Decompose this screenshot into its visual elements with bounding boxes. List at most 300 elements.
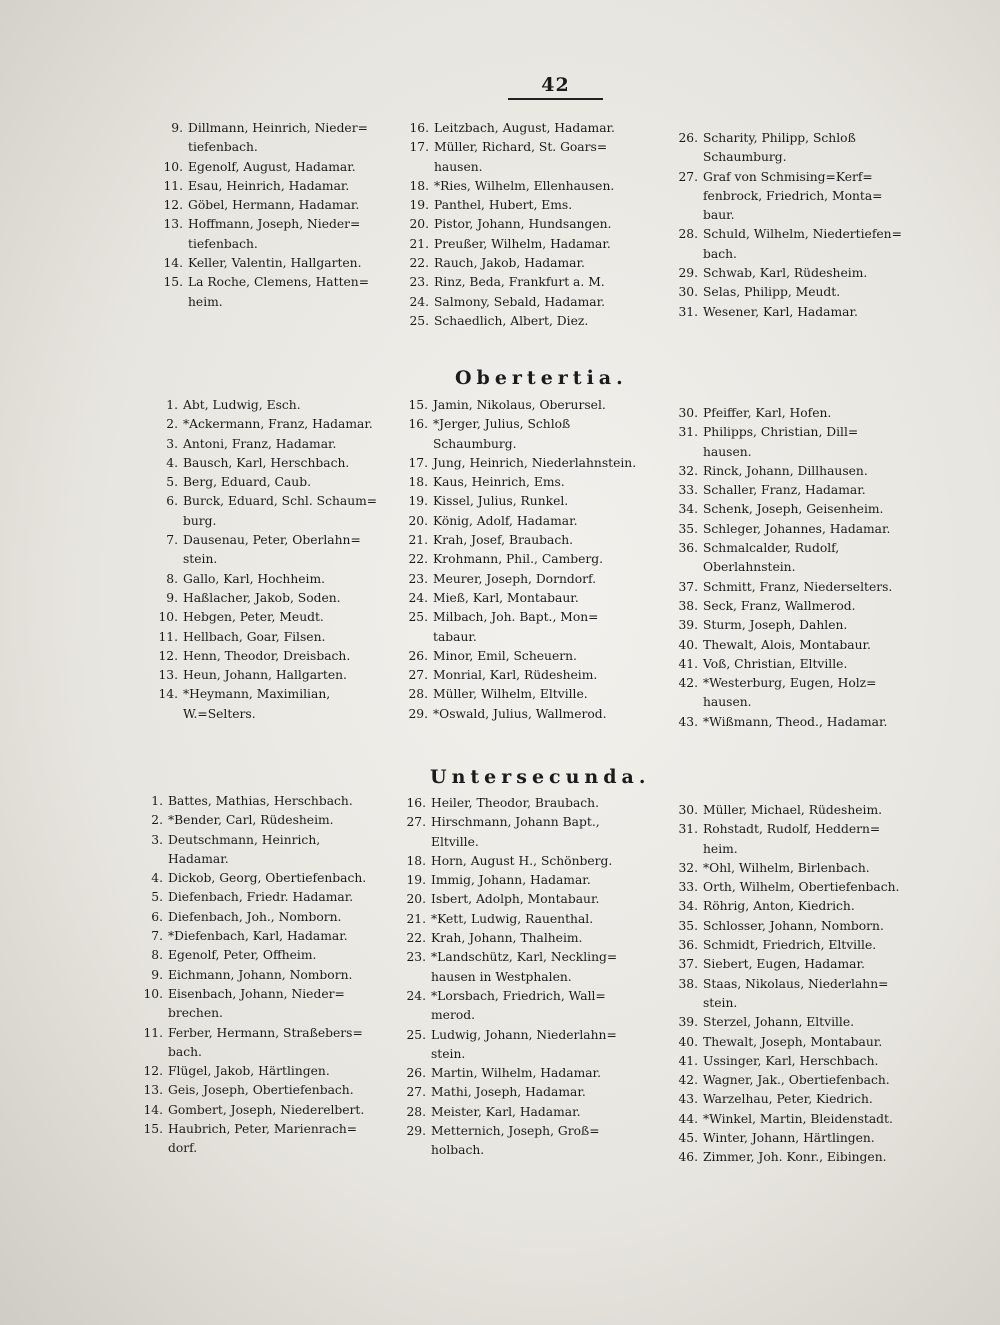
entry-line: Schlosser, Johann, Nomborn. <box>703 918 884 933</box>
entry-number: 36. <box>678 938 698 953</box>
untersecunda-column-2 <box>403 794 653 1161</box>
entry-number: 4. <box>151 871 163 886</box>
entry-number: 28. <box>406 1104 426 1119</box>
entry-number: 35. <box>678 521 698 536</box>
entry-number: 20. <box>409 217 429 232</box>
entry-line: Kaus, Heinrich, Ems. <box>433 475 565 490</box>
entry-line: Rinz, Beda, Frankfurt a. M. <box>434 275 605 290</box>
entry-line: Dausenau, Peter, Oberlahn= <box>183 533 361 548</box>
list-entry <box>675 1033 905 1052</box>
entry-line: Schuld, Wilhelm, Niedertiefen= <box>703 227 902 242</box>
entry-number: 1. <box>151 794 163 808</box>
entry-line: Dickob, Georg, Obertiefenbach. <box>168 871 367 886</box>
entry-line: Zimmer, Joh. Konr., Eibingen. <box>703 1150 887 1165</box>
entry-number: 18. <box>408 475 428 490</box>
entry-number: 11. <box>143 1025 163 1040</box>
list-entry <box>405 492 655 511</box>
list-entry <box>140 1062 380 1081</box>
list-entry <box>675 655 905 674</box>
entry-number: 39. <box>678 1015 698 1030</box>
list-entry <box>406 138 656 177</box>
entry-line: Jamin, Nikolaus, Oberursel. <box>433 398 606 412</box>
entry-number: 39. <box>678 618 698 633</box>
entry-line: Diefenbach, Friedr. Hadamar. <box>168 890 354 905</box>
list-entry <box>403 871 653 890</box>
list-entry <box>160 177 400 196</box>
list-entry <box>675 500 905 519</box>
entry-number: 12. <box>143 1064 163 1079</box>
entry-number: 18. <box>406 853 426 868</box>
list-entry <box>405 685 655 704</box>
entry-number: 33. <box>678 880 698 895</box>
entry-line: *Oswald, Julius, Wallmerod. <box>433 706 607 721</box>
list-entry <box>675 1071 905 1090</box>
entry-line: Müller, Wilhelm, Eltville. <box>433 687 588 702</box>
entry-number: 22. <box>406 931 426 946</box>
entry-line: Mathi, Joseph, Hadamar. <box>431 1085 586 1100</box>
list-entry <box>155 628 395 647</box>
entry-line: heim. <box>188 294 223 309</box>
list-entry <box>675 1148 905 1167</box>
entry-number: 2. <box>151 813 163 828</box>
entry-line: Battes, Mathias, Herschbach. <box>168 794 353 808</box>
entry-number: 8. <box>166 571 178 586</box>
entry-line: Horn, August H., Schönberg. <box>431 853 613 868</box>
list-entry <box>675 636 905 655</box>
list-entry <box>405 396 655 415</box>
entry-number: 14. <box>143 1102 163 1117</box>
list-entry <box>160 119 400 158</box>
section-heading-obertertia: Obertertia. <box>455 367 628 389</box>
entry-line: Berg, Eduard, Caub. <box>183 475 311 490</box>
entry-line: Wagner, Jak., Obertiefenbach. <box>703 1073 890 1088</box>
entry-line: tiefenbach. <box>188 236 258 251</box>
entry-number: 42. <box>678 676 698 691</box>
obertertia-column-1 <box>155 396 395 724</box>
list-entry <box>155 647 395 666</box>
entry-number: 19. <box>408 494 428 509</box>
list-entry <box>405 666 655 685</box>
obertertia-column-3 <box>675 404 905 732</box>
list-entry <box>675 878 905 897</box>
entry-number: 9. <box>166 590 178 605</box>
list-entry <box>160 254 400 273</box>
list-entry <box>675 917 905 936</box>
entry-line: *Jerger, Julius, Schloß <box>433 417 571 432</box>
entry-line: Pfeiffer, Karl, Hofen. <box>703 406 832 420</box>
entry-number: 23. <box>408 571 428 586</box>
entry-line: Meister, Karl, Hadamar. <box>431 1104 581 1119</box>
entry-number: 16. <box>409 121 429 135</box>
entry-line: holbach. <box>431 1143 485 1158</box>
entry-number: 12. <box>158 648 178 663</box>
list-entry <box>140 792 380 811</box>
page-number: 42 <box>541 74 570 96</box>
list-entry <box>675 897 905 916</box>
list-entry <box>675 283 905 302</box>
entry-number: 12. <box>163 198 183 213</box>
entry-line: Geis, Joseph, Obertiefenbach. <box>168 1083 354 1098</box>
entry-number: 18. <box>409 178 429 193</box>
entry-number: 36. <box>678 541 698 556</box>
entry-line: Schwab, Karl, Rüdesheim. <box>703 266 868 281</box>
entry-number: 41. <box>678 1053 698 1068</box>
list-entry <box>675 481 905 500</box>
entry-number: 29. <box>406 1124 426 1139</box>
entry-line: Haubrich, Peter, Marienrach= <box>168 1122 358 1137</box>
list-entry <box>675 936 905 955</box>
entry-line: *Diefenbach, Karl, Hadamar. <box>168 929 348 944</box>
entry-number: 20. <box>408 513 428 528</box>
entry-number: 37. <box>678 957 698 972</box>
entry-line: Voß, Christian, Eltville. <box>703 656 848 671</box>
entry-number: 42. <box>678 1073 698 1088</box>
entry-number: 21. <box>408 533 428 548</box>
entry-number: 13. <box>163 217 183 232</box>
entry-line: *Ackermann, Franz, Hadamar. <box>183 417 373 432</box>
list-entry <box>155 396 395 415</box>
entry-number: 30. <box>678 285 698 300</box>
list-entry <box>675 616 905 635</box>
entry-line: Immig, Johann, Hadamar. <box>431 873 591 888</box>
list-entry <box>140 831 380 870</box>
entry-line: Panthel, Hubert, Ems. <box>434 198 573 213</box>
entry-line: Thewalt, Joseph, Montabaur. <box>703 1034 883 1049</box>
entry-line: Schmidt, Friedrich, Eltville. <box>703 938 877 953</box>
entry-line: Haßlacher, Jakob, Soden. <box>183 590 341 605</box>
entry-line: Hadamar. <box>168 851 229 866</box>
entry-number: 35. <box>678 918 698 933</box>
section-heading-untersecunda: Untersecunda. <box>430 766 651 788</box>
entry-line: Ferber, Hermann, Straßebers= <box>168 1025 363 1040</box>
entry-number: 10. <box>143 986 163 1001</box>
entry-line: Isbert, Adolph, Montabaur. <box>431 892 600 907</box>
list-entry <box>140 985 380 1024</box>
list-entry <box>675 975 905 1014</box>
entry-line: Gallo, Karl, Hochheim. <box>183 571 326 586</box>
entry-number: 31. <box>678 425 698 440</box>
list-entry <box>140 869 380 888</box>
entry-number: 22. <box>408 552 428 567</box>
entry-number: 33. <box>678 483 698 498</box>
entry-line: *Bender, Carl, Rüdesheim. <box>168 813 334 828</box>
entry-number: 27. <box>678 169 698 184</box>
entry-line: *Landschütz, Karl, Neckling= <box>431 950 618 965</box>
top-column-1 <box>160 119 400 312</box>
entry-line: dorf. <box>168 1141 198 1156</box>
entry-line: *Westerburg, Eugen, Holz= <box>703 676 877 691</box>
list-entry <box>140 888 380 907</box>
entry-line: Krohmann, Phil., Camberg. <box>433 552 604 567</box>
list-entry <box>675 1110 905 1129</box>
entry-number: 24. <box>409 294 429 309</box>
entry-line: Burck, Eduard, Schl. Schaum= <box>183 494 378 509</box>
list-entry <box>406 293 656 312</box>
list-entry <box>155 589 395 608</box>
list-entry <box>403 910 653 929</box>
entry-line: Martin, Wilhelm, Hadamar. <box>431 1066 601 1081</box>
entry-line: W.=Selters. <box>183 706 256 721</box>
list-entry <box>675 423 905 462</box>
entry-line: bach. <box>703 246 737 261</box>
entry-line: tabaur. <box>433 629 477 644</box>
entry-number: 26. <box>406 1066 426 1081</box>
entry-number: 32. <box>678 463 698 478</box>
entry-number: 5. <box>151 890 163 905</box>
list-entry <box>675 225 905 264</box>
list-entry <box>675 674 905 713</box>
entry-number: 4. <box>166 455 178 470</box>
entry-line: La Roche, Clemens, Hatten= <box>188 275 370 290</box>
entry-line: Flügel, Jakob, Härtlingen. <box>168 1064 330 1079</box>
list-entry <box>155 570 395 589</box>
entry-line: *Ohl, Wilhelm, Birlenbach. <box>703 860 870 875</box>
entry-number: 32. <box>678 860 698 875</box>
list-entry <box>406 119 656 138</box>
list-entry <box>675 520 905 539</box>
entry-line: Eltville. <box>431 834 479 849</box>
entry-line: bach. <box>168 1044 202 1059</box>
entry-line: Krah, Johann, Thalheim. <box>431 931 583 946</box>
list-entry <box>675 801 905 820</box>
list-entry <box>405 589 655 608</box>
list-entry <box>405 473 655 492</box>
entry-number: 25. <box>406 1027 426 1042</box>
list-entry <box>675 129 905 168</box>
list-entry <box>675 859 905 878</box>
list-entry <box>140 927 380 946</box>
entry-number: 19. <box>409 198 429 213</box>
entry-number: 37. <box>678 579 698 594</box>
entry-line: Esau, Heinrich, Hadamar. <box>188 178 350 193</box>
entry-number: 43. <box>678 1092 698 1107</box>
entry-number: 8. <box>151 948 163 963</box>
entry-number: 24. <box>406 988 426 1003</box>
entry-number: 38. <box>678 976 698 991</box>
entry-number: 29. <box>678 266 698 281</box>
list-entry <box>675 1013 905 1032</box>
list-entry <box>406 312 656 331</box>
entry-line: Schenk, Joseph, Geisenheim. <box>703 502 884 517</box>
list-entry <box>160 196 400 215</box>
entry-number: 17. <box>409 140 429 155</box>
entry-line: *Heymann, Maximilian, <box>183 687 331 702</box>
entry-line: Kissel, Julius, Runkel. <box>433 494 569 509</box>
entry-line: Röhrig, Anton, Kiedrich. <box>703 899 855 914</box>
entry-line: *Ries, Wilhelm, Ellenhausen. <box>434 178 615 193</box>
list-entry <box>675 1052 905 1071</box>
entry-line: Müller, Richard, St. Goars= <box>434 140 608 155</box>
entry-line: Salmony, Sebald, Hadamar. <box>434 294 606 309</box>
entry-line: Ussinger, Karl, Herschbach. <box>703 1053 879 1068</box>
entry-line: Hoffmann, Joseph, Nieder= <box>188 217 361 232</box>
entry-number: 13. <box>143 1083 163 1098</box>
entry-number: 11. <box>158 629 178 644</box>
entry-number: 30. <box>678 406 698 420</box>
entry-line: Müller, Michael, Rüdesheim. <box>703 803 883 817</box>
entry-line: stein. <box>703 995 738 1010</box>
entry-number: 17. <box>408 455 428 470</box>
entry-number: 14. <box>158 687 178 702</box>
entry-number: 23. <box>409 275 429 290</box>
list-entry <box>405 512 655 531</box>
entry-line: Abt, Ludwig, Esch. <box>183 398 301 412</box>
list-entry <box>403 1064 653 1083</box>
entry-number: 11. <box>163 178 183 193</box>
entry-number: 15. <box>163 275 183 290</box>
entry-line: Schmalcalder, Rudolf, <box>703 541 840 556</box>
entry-line: Schleger, Johannes, Hadamar. <box>703 521 891 536</box>
entry-number: 2. <box>166 417 178 432</box>
entry-number: 3. <box>151 832 163 847</box>
entry-line: Hebgen, Peter, Meudt. <box>183 610 324 625</box>
entry-number: 27. <box>406 1085 426 1100</box>
list-entry <box>403 987 653 1026</box>
entry-number: 16. <box>406 796 426 810</box>
entry-line: merod. <box>431 1008 475 1023</box>
list-entry <box>675 303 905 322</box>
entry-line: Pistor, Johann, Hundsangen. <box>434 217 612 232</box>
top-column-2 <box>406 119 656 331</box>
list-entry <box>675 1129 905 1148</box>
entry-line: Rohstadt, Rudolf, Heddern= <box>703 822 881 837</box>
list-entry <box>140 966 380 985</box>
entry-line: Rinck, Johann, Dillhausen. <box>703 463 868 478</box>
list-entry <box>675 1090 905 1109</box>
entry-line: Krah, Josef, Braubach. <box>433 533 574 548</box>
list-entry <box>155 531 395 570</box>
entry-line: Bausch, Karl, Herschbach. <box>183 455 350 470</box>
untersecunda-column-3 <box>675 801 905 1168</box>
entry-line: hausen. <box>434 159 483 174</box>
entry-line: Deutschmann, Heinrich, <box>168 832 321 847</box>
entry-number: 43. <box>678 714 698 729</box>
top-column-3 <box>675 129 905 322</box>
list-entry <box>675 597 905 616</box>
entry-line: Oberlahnstein. <box>703 560 796 575</box>
entry-line: Leitzbach, August, Hadamar. <box>434 121 615 135</box>
list-entry <box>403 1083 653 1102</box>
entry-line: Henn, Theodor, Dreisbach. <box>183 648 351 663</box>
list-entry <box>405 647 655 666</box>
list-entry <box>155 473 395 492</box>
entry-line: Keller, Valentin, Hallgarten. <box>188 256 362 271</box>
entry-number: 1. <box>166 398 178 412</box>
entry-line: heim. <box>703 841 738 856</box>
entry-line: baur. <box>703 208 735 223</box>
list-entry <box>403 1122 653 1161</box>
entry-line: Seck, Franz, Wallmerod. <box>703 598 856 613</box>
entry-number: 14. <box>163 256 183 271</box>
entry-number: 6. <box>166 494 178 509</box>
entry-line: Winter, Johann, Härtlingen. <box>703 1131 875 1146</box>
entry-number: 25. <box>409 313 429 328</box>
entry-line: Schaedlich, Albert, Diez. <box>434 313 589 328</box>
list-entry <box>403 1026 653 1065</box>
entry-line: Monrial, Karl, Rüdesheim. <box>433 668 598 683</box>
list-entry <box>675 713 905 732</box>
entry-line: *Winkel, Martin, Bleidenstadt. <box>703 1111 893 1126</box>
entry-line: Staas, Nikolaus, Niederlahn= <box>703 976 889 991</box>
list-entry <box>403 852 653 871</box>
entry-line: hausen in Westphalen. <box>431 969 572 984</box>
entry-line: Rauch, Jakob, Hadamar. <box>434 256 585 271</box>
entry-number: 26. <box>678 131 698 145</box>
entry-number: 40. <box>678 637 698 652</box>
list-entry <box>405 531 655 550</box>
list-entry <box>406 215 656 234</box>
list-entry <box>403 948 653 987</box>
entry-number: 31. <box>678 304 698 319</box>
list-entry <box>675 955 905 974</box>
entry-line: Göbel, Hermann, Hadamar. <box>188 198 360 213</box>
entry-number: 34. <box>678 502 698 517</box>
entry-number: 23. <box>406 950 426 965</box>
entry-number: 45. <box>678 1131 698 1146</box>
entry-line: Wesener, Karl, Hadamar. <box>703 304 858 319</box>
entry-number: 10. <box>163 159 183 174</box>
entry-line: tiefenbach. <box>188 140 258 155</box>
entry-line: Philipps, Christian, Dill= <box>703 425 859 440</box>
entry-number: 3. <box>166 436 178 451</box>
entry-number: 40. <box>678 1034 698 1049</box>
entry-line: Gombert, Joseph, Niederelbert. <box>168 1102 365 1117</box>
list-entry <box>405 705 655 724</box>
list-entry <box>155 492 395 531</box>
entry-number: 22. <box>409 256 429 271</box>
list-entry <box>405 550 655 569</box>
entry-line: Meurer, Joseph, Dorndorf. <box>433 571 597 586</box>
entry-number: 44. <box>678 1111 698 1126</box>
entry-number: 27. <box>406 815 426 830</box>
list-entry <box>403 813 653 852</box>
entry-line: Hellbach, Goar, Filsen. <box>183 629 326 644</box>
untersecunda-column-1 <box>140 792 380 1159</box>
list-entry <box>403 929 653 948</box>
entry-number: 30. <box>678 803 698 817</box>
list-entry <box>405 608 655 647</box>
list-entry <box>155 608 395 627</box>
entry-line: Egenolf, August, Hadamar. <box>188 159 356 174</box>
list-entry <box>403 794 653 813</box>
entry-number: 38. <box>678 598 698 613</box>
entry-line: Sterzel, Johann, Eltville. <box>703 1015 855 1030</box>
entry-line: burg. <box>183 513 217 528</box>
entry-number: 10. <box>158 610 178 625</box>
entry-number: 31. <box>678 822 698 837</box>
entry-line: Warzelhau, Peter, Kiedrich. <box>703 1092 873 1107</box>
entry-line: Eisenbach, Johann, Nieder= <box>168 986 345 1001</box>
list-entry <box>406 254 656 273</box>
list-entry <box>140 1024 380 1063</box>
entry-number: 34. <box>678 899 698 914</box>
entry-number: 9. <box>151 967 163 982</box>
entry-number: 26. <box>408 648 428 663</box>
entry-number: 24. <box>408 590 428 605</box>
entry-line: Metternich, Joseph, Groß= <box>431 1124 600 1139</box>
entry-number: 13. <box>158 668 178 683</box>
entry-line: Minor, Emil, Scheuern. <box>433 648 577 663</box>
list-entry <box>140 1120 380 1159</box>
list-entry <box>160 158 400 177</box>
page-number-rule <box>508 98 603 100</box>
list-entry <box>406 235 656 254</box>
list-entry <box>155 666 395 685</box>
entry-line: Preußer, Wilhelm, Hadamar. <box>434 236 611 251</box>
entry-number: 21. <box>409 236 429 251</box>
entry-number: 9. <box>171 121 183 135</box>
entry-number: 27. <box>408 668 428 683</box>
